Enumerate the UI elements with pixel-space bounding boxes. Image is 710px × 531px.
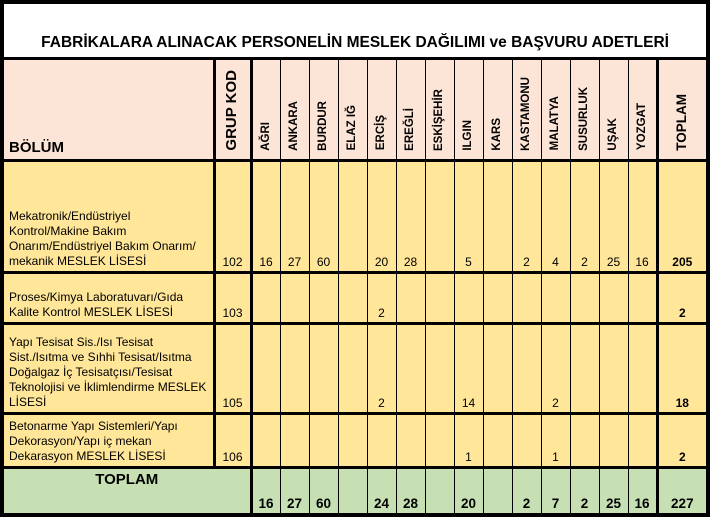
value-cell xyxy=(425,323,454,413)
bolum-cell: Yapı Tesisat Sis./Isı Tesisat Sist./Isıtma ve Sıhhi Tesisat/Isıtma Doğalgaz İç Tesisatçısı/Tesisat Teknolojisi ve İklimlendirme MESLEK LİSESİ xyxy=(2,323,214,413)
city-label: EREĞLİ xyxy=(404,107,417,151)
table-row-106 xyxy=(2,413,708,467)
value-cell xyxy=(541,272,570,323)
col-header-eskisehir xyxy=(425,58,454,160)
value-cell xyxy=(338,413,367,467)
value-cell xyxy=(599,323,628,413)
grup-kod-label: GRUP KOD xyxy=(223,69,241,151)
value-cell xyxy=(309,272,338,323)
value-cell: 20 xyxy=(367,160,396,272)
col-header-ercis xyxy=(367,58,396,160)
value-cell: 1 xyxy=(541,413,570,467)
col-header-malatya xyxy=(541,58,570,160)
bolum-cell: Betonarme Yapı Sistemleri/Yapı Dekorasyon/Yapı iç mekan Dekarasyon MESLEK LİSESİ xyxy=(2,413,214,467)
city-label: KARS xyxy=(491,117,504,151)
value-cell xyxy=(338,160,367,272)
footer-value-cell xyxy=(338,467,367,515)
col-header-yozgat xyxy=(628,58,657,160)
footer-value-cell: 16 xyxy=(251,467,280,515)
value-cell: 2 xyxy=(541,323,570,413)
footer-value-cell: 2 xyxy=(570,467,599,515)
value-cell xyxy=(251,413,280,467)
bolum-cell: Mekatronik/Endüstriyel Kontrol/Makine Bakım Onarım/Endüstriyel Bakım Onarım/ mekanik MESLEK LİSESİ xyxy=(2,160,214,272)
value-cell: 16 xyxy=(251,160,280,272)
value-cell xyxy=(396,272,425,323)
footer-value-cell: 16 xyxy=(628,467,657,515)
value-cell xyxy=(454,272,483,323)
value-cell xyxy=(628,323,657,413)
value-cell xyxy=(280,413,309,467)
value-cell xyxy=(338,272,367,323)
value-cell xyxy=(512,272,541,323)
grand-total-row xyxy=(2,467,708,515)
value-cell xyxy=(367,413,396,467)
title-row xyxy=(2,2,708,58)
value-cell: 5 xyxy=(454,160,483,272)
footer-value-cell xyxy=(483,467,512,515)
value-cell xyxy=(483,160,512,272)
value-cell xyxy=(512,323,541,413)
footer-value-cell: 60 xyxy=(309,467,338,515)
grup-kod-cell: 105 xyxy=(214,323,251,413)
col-header-ankara xyxy=(280,58,309,160)
city-label: ANKARA xyxy=(288,100,301,151)
value-cell xyxy=(425,160,454,272)
row-total-cell: 18 xyxy=(657,323,708,413)
city-label: UŞAK xyxy=(607,117,620,151)
city-label: ERCİŞ xyxy=(375,115,388,151)
grup-kod-cell: 102 xyxy=(214,160,251,272)
value-cell: 60 xyxy=(309,160,338,272)
header-row xyxy=(2,58,708,160)
row-total-cell: 2 xyxy=(657,413,708,467)
city-label: MALATYA xyxy=(549,96,562,151)
value-cell xyxy=(483,323,512,413)
city-label: SUSURLUK xyxy=(578,86,591,151)
grup-kod-cell: 106 xyxy=(214,413,251,467)
col-header-eregli xyxy=(396,58,425,160)
value-cell: 14 xyxy=(454,323,483,413)
footer-value-cell: 24 xyxy=(367,467,396,515)
city-label: KASTAMONU xyxy=(520,76,533,151)
value-cell: 1 xyxy=(454,413,483,467)
value-cell xyxy=(599,413,628,467)
value-cell xyxy=(512,413,541,467)
grand-total-label: TOPLAM xyxy=(2,467,251,515)
value-cell xyxy=(251,272,280,323)
table-row-103 xyxy=(2,272,708,323)
col-header-usak xyxy=(599,58,628,160)
value-cell: 27 xyxy=(280,160,309,272)
col-header-burdur xyxy=(309,58,338,160)
footer-grand-total-cell: 227 xyxy=(657,467,708,515)
value-cell xyxy=(570,413,599,467)
value-cell xyxy=(396,323,425,413)
value-cell: 2 xyxy=(570,160,599,272)
value-cell: 25 xyxy=(599,160,628,272)
value-cell xyxy=(251,323,280,413)
value-cell xyxy=(309,323,338,413)
col-header-bolum: BÖLÜM xyxy=(2,58,214,160)
value-cell xyxy=(570,272,599,323)
bolum-cell: Proses/Kimya Laboratuvarı/Gıda Kalite Kontrol MESLEK LİSESİ xyxy=(2,272,214,323)
col-header-toplam xyxy=(657,58,708,160)
city-label: AĞRI xyxy=(259,121,272,151)
value-cell xyxy=(628,413,657,467)
city-label: BURDUR xyxy=(317,100,330,151)
value-cell xyxy=(483,413,512,467)
footer-value-cell: 25 xyxy=(599,467,628,515)
value-cell xyxy=(599,272,628,323)
city-label: ESKİŞEHİR xyxy=(433,88,446,151)
value-cell: 28 xyxy=(396,160,425,272)
value-cell xyxy=(280,272,309,323)
row-total-cell: 2 xyxy=(657,272,708,323)
city-label: ELAZ IĞ xyxy=(346,105,359,151)
grup-kod-cell: 103 xyxy=(214,272,251,323)
col-header-agri xyxy=(251,58,280,160)
value-cell xyxy=(309,413,338,467)
value-cell xyxy=(396,413,425,467)
value-cell xyxy=(628,272,657,323)
toplam-label: TOPLAM xyxy=(673,93,689,151)
value-cell xyxy=(338,323,367,413)
col-header-kars xyxy=(483,58,512,160)
city-label: ILGIN xyxy=(462,119,475,151)
footer-value-cell: 7 xyxy=(541,467,570,515)
table-row-105 xyxy=(2,323,708,413)
footer-value-cell: 27 xyxy=(280,467,309,515)
value-cell: 16 xyxy=(628,160,657,272)
col-header-ilgin xyxy=(454,58,483,160)
row-total-cell: 205 xyxy=(657,160,708,272)
footer-value-cell: 20 xyxy=(454,467,483,515)
col-header-susurluk xyxy=(570,58,599,160)
footer-value-cell: 28 xyxy=(396,467,425,515)
footer-value-cell: 2 xyxy=(512,467,541,515)
value-cell: 4 xyxy=(541,160,570,272)
value-cell xyxy=(425,272,454,323)
value-cell: 2 xyxy=(367,272,396,323)
value-cell xyxy=(570,323,599,413)
value-cell: 2 xyxy=(367,323,396,413)
col-header-grup-kod xyxy=(214,58,251,160)
col-header-elazig xyxy=(338,58,367,160)
footer-value-cell xyxy=(425,467,454,515)
col-header-kastamonu xyxy=(512,58,541,160)
table-title: FABRİKALARA ALINACAK PERSONELİN MESLEK DAĞILIMI ve BAŞVURU ADETLERİ xyxy=(2,2,708,58)
value-cell xyxy=(280,323,309,413)
value-cell xyxy=(483,272,512,323)
city-label: YOZGAT xyxy=(635,103,648,151)
value-cell xyxy=(425,413,454,467)
table-row-102 xyxy=(2,160,708,272)
value-cell: 2 xyxy=(512,160,541,272)
